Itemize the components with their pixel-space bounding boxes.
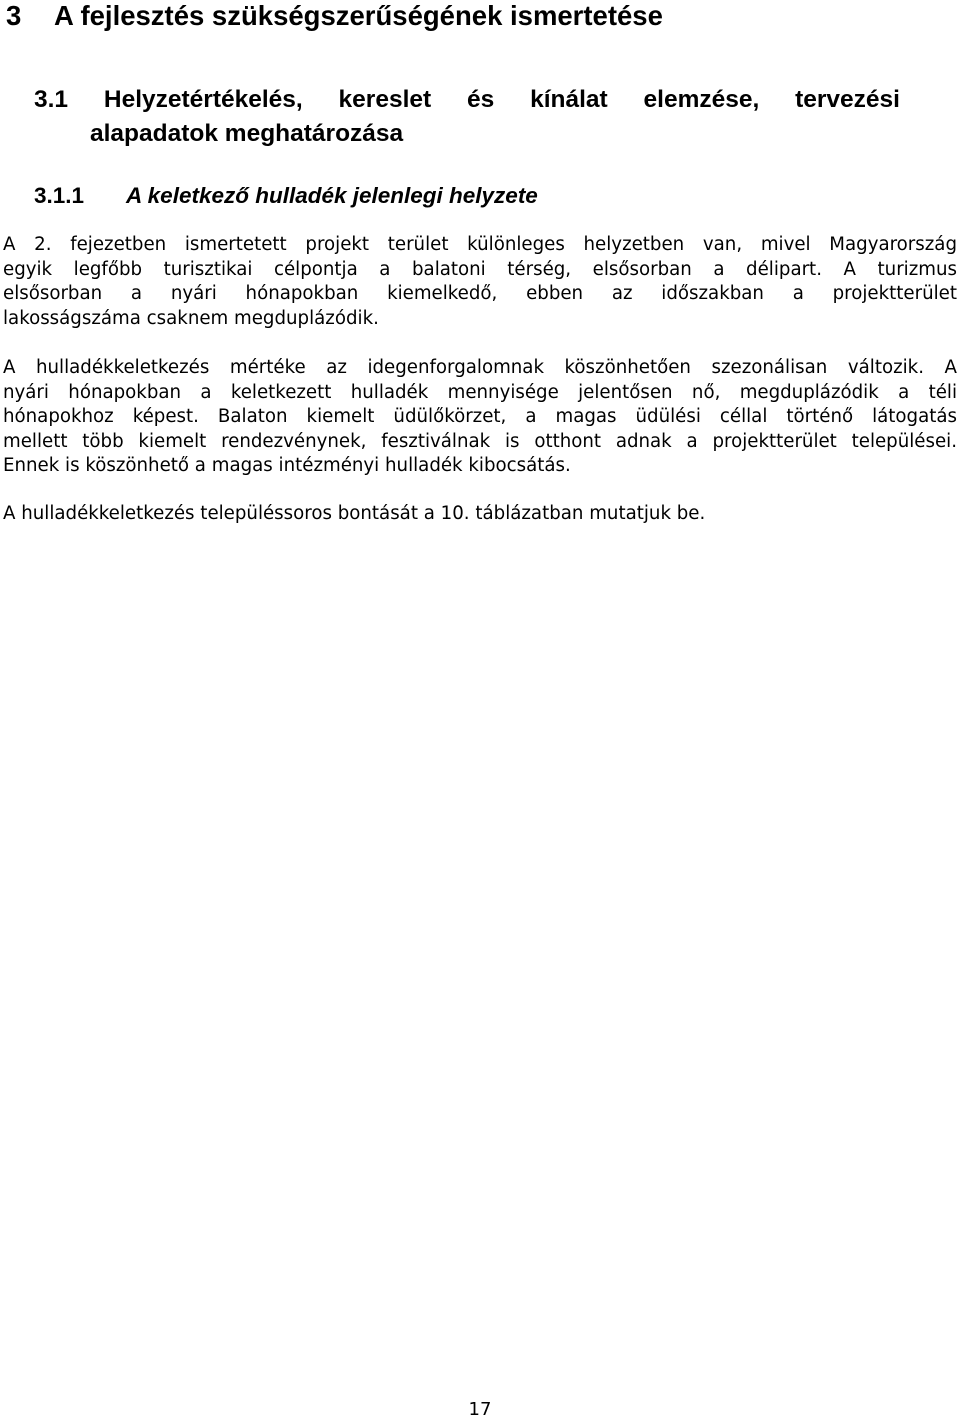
section-title-word: kereslet (338, 86, 432, 113)
chapter-number: 3 (6, 0, 22, 31)
paragraph-line: lakosságszáma csaknem megduplázódik. (3, 307, 379, 329)
paragraph-line: mellett több kiemelt rendezvénynek, fesztiválnak is otthont adnak a projektterület települései. (3, 430, 957, 452)
paragraph-2 (3, 356, 957, 479)
chapter-heading (6, 0, 663, 36)
section-heading-line-1 (34, 83, 900, 117)
subsection-heading (34, 180, 538, 212)
paragraph-line: egyik legfőbb turisztikai célpontja a balatoni térség, elsősorban a délipart. A turizmus (3, 258, 957, 280)
section-heading-line-2: alapadatok meghatározása (90, 120, 404, 147)
paragraph-line: A hulladékkeletkezés mértéke az idegenforgalomnak köszönhetően szezonálisan változik. A (3, 357, 957, 378)
paragraph-line: A 2. fejezetben ismertetett projekt terület különleges helyzetben van, mivel Magyarország (3, 234, 957, 255)
subsection-number: 3.1.1 (34, 183, 85, 208)
paragraph-line: hónapokhoz képest. Balaton kiemelt üdülőkörzet, a magas üdülési céllal történő látogatás (3, 406, 957, 427)
page-number: 17 (468, 1399, 492, 1420)
section-title-word: tervezési (795, 86, 900, 113)
paragraph-line: A hulladékkeletkezés településsoros bontását a 10. táblázatban mutatjuk be. (3, 503, 706, 524)
section-title-word: kínálat (530, 86, 608, 113)
paragraph-line: nyári hónapokban a keletkezett hulladék mennyisége jelentősen nő, megduplázódik a téli (3, 381, 957, 403)
chapter-title: A fejlesztés szükségszerűségének ismertetése (54, 0, 663, 31)
section-title-word: Helyzetértékelés, (103, 86, 303, 113)
paragraph-line: Ennek is köszönhető a magas intézményi hulladék kibocsátás. (3, 455, 571, 476)
section-title-word: és (467, 86, 495, 113)
paragraph-line: elsősorban a nyári hónapokban kiemelkedő, ebben az időszakban a projektterület (3, 283, 957, 304)
section-title-word: elemzése, (643, 86, 760, 113)
section-number: 3.1 (34, 86, 69, 113)
paragraph-3 (3, 502, 957, 527)
paragraph-1 (3, 233, 957, 331)
section-heading (34, 83, 900, 151)
subsection-title: A keletkező hulladék jelenlegi helyzete (126, 183, 538, 208)
